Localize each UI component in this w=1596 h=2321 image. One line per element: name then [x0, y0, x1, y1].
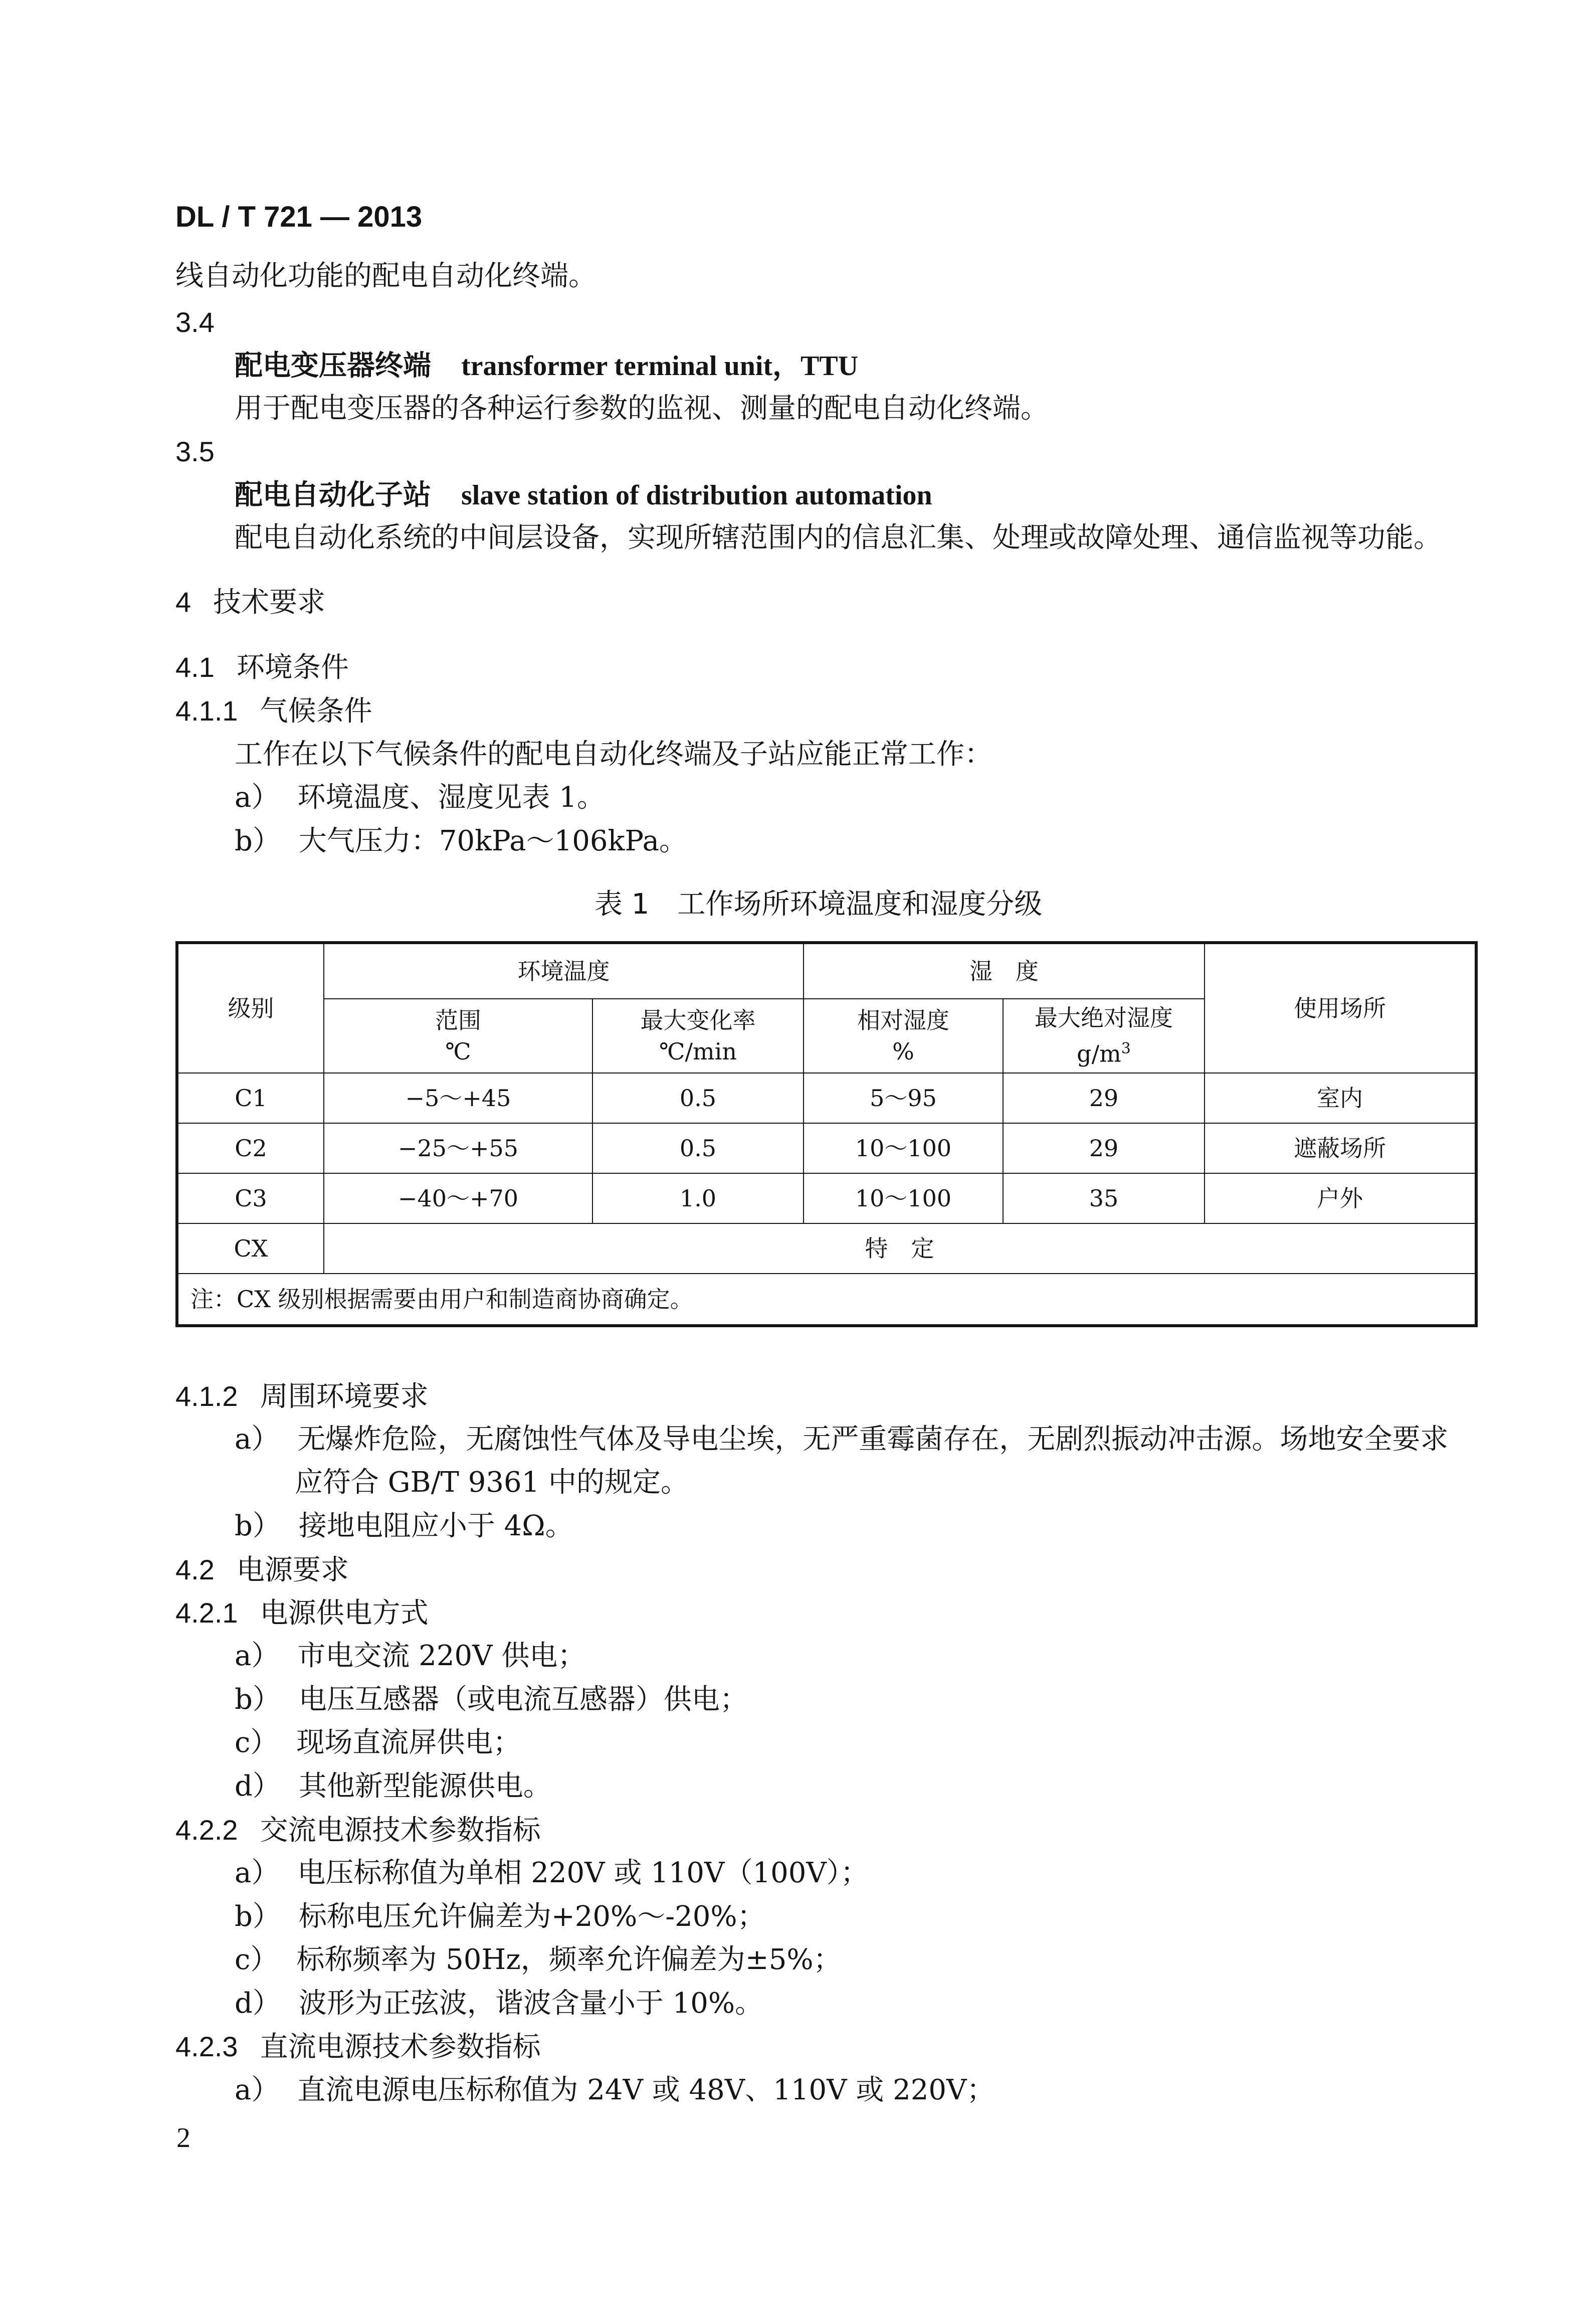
- cell-range: −5～+45: [324, 1073, 592, 1123]
- section-title: 气候条件: [260, 695, 372, 728]
- term-en: transformer terminal unit，TTU: [461, 350, 859, 382]
- list-item: [235, 1510, 573, 1543]
- list-text: 市电交流 220V 供电；: [297, 1640, 586, 1672]
- term-cn: 配电自动化子站: [235, 479, 431, 511]
- header-temperature: 环境温度: [324, 943, 804, 999]
- list-marker: b）: [235, 825, 281, 857]
- list-marker: b）: [235, 1510, 281, 1542]
- section-4-1-2-heading: [175, 1380, 429, 1413]
- section-number: 4.2: [175, 1554, 215, 1585]
- header-range-unit: ℃: [445, 1038, 471, 1065]
- clause-3-4-number: 3.4: [175, 306, 215, 338]
- cell-range: −25～+55: [324, 1123, 592, 1173]
- cell-level: C3: [177, 1173, 324, 1223]
- list-marker: d）: [235, 1770, 281, 1803]
- header-max-rate: [592, 999, 804, 1073]
- section-title: 环境条件: [236, 651, 349, 684]
- header-relative-humidity: [804, 999, 1003, 1073]
- section-4-2-2-heading: [175, 1814, 541, 1847]
- cell-cx-specified: 特 定: [324, 1223, 1476, 1274]
- table-note: 注：CX 级别根据需要由用户和制造商协商确定。: [177, 1274, 1476, 1326]
- clause-3-4-term: [235, 349, 858, 383]
- clause-3-4-definition: 用于配电变压器的各种运行参数的监视、测量的配电自动化终端。: [235, 392, 1049, 425]
- header-rate-unit: ℃/min: [659, 1038, 737, 1065]
- section-number: 4.1: [175, 651, 215, 683]
- header-abs-unit-exponent: 3: [1121, 1040, 1131, 1058]
- section-4-1-heading: [175, 651, 349, 684]
- table-row: [177, 1173, 1476, 1223]
- cell-place: 户外: [1205, 1173, 1476, 1223]
- table-row: [177, 1223, 1476, 1274]
- table-row: [177, 1123, 1476, 1173]
- list-text: 标称电压允许偏差为+20%～-20%；: [298, 1900, 765, 1933]
- section-number: 4.1.2: [175, 1380, 238, 1412]
- list-item: [235, 1640, 585, 1673]
- header-range-label: 范围: [435, 1007, 481, 1034]
- table-caption: 表 1 工作场所环境温度和湿度分级: [594, 888, 1043, 921]
- cell-range: −40～+70: [324, 1173, 592, 1223]
- list-item: [235, 1900, 765, 1933]
- cell-abs-humidity: 29: [1003, 1123, 1205, 1173]
- list-marker: b）: [235, 1900, 281, 1933]
- cell-rel-humidity: 5～95: [804, 1073, 1003, 1123]
- environment-table: [175, 941, 1478, 1327]
- list-text: 其他新型能源供电。: [298, 1770, 551, 1803]
- list-text: 波形为正弦波，谐波含量小于 10%。: [298, 1987, 763, 2020]
- cell-abs-humidity: 35: [1003, 1173, 1205, 1223]
- cell-level: C2: [177, 1123, 324, 1173]
- cell-level: CX: [177, 1223, 324, 1274]
- list-text: 电压互感器（或电流互感器）供电；: [298, 1683, 748, 1716]
- list-marker: a）: [235, 1423, 280, 1456]
- clause-3-5-definition: 配电自动化系统的中间层设备，实现所辖范围内的信息汇集、处理或故障处理、通信监视等功能。: [235, 521, 1442, 554]
- section-number: 4: [175, 586, 191, 618]
- list-text: 标称频率为 50Hz，频率允许偏差为±5%；: [296, 1943, 842, 1976]
- list-item: [235, 1857, 869, 1890]
- section-4-heading: [175, 586, 325, 619]
- term-cn: 配电变压器终端: [235, 349, 431, 382]
- cell-rate: 0.5: [592, 1073, 804, 1123]
- list-text: 环境温度、湿度见表 1。: [297, 781, 605, 814]
- table-row: [177, 1073, 1476, 1123]
- list-text: 大气压力：70kPa～106kPa。: [298, 825, 687, 857]
- list-marker: a）: [235, 781, 280, 814]
- section-title: 技术要求: [213, 586, 326, 619]
- section-number: 4.1.1: [175, 695, 238, 727]
- standard-number: DL / T 721 — 2013: [175, 201, 423, 233]
- section-4-2-3-heading: [175, 2030, 541, 2064]
- section-4-2-heading: [175, 1553, 349, 1587]
- header-rate-label: 最大变化率: [640, 1007, 756, 1034]
- cell-rate: 0.5: [592, 1123, 804, 1173]
- clause-3-5-term: [235, 479, 932, 512]
- list-marker: a）: [235, 1857, 280, 1889]
- list-text: 电压标称值为单相 220V 或 110V（100V）；: [297, 1857, 869, 1889]
- list-marker: c）: [235, 1726, 279, 1759]
- section-number: 4.2.2: [175, 1814, 238, 1846]
- section-4-1-1-intro: 工作在以下气候条件的配电自动化终端及子站应能正常工作：: [235, 738, 992, 771]
- list-text: 现场直流屏供电；: [296, 1726, 521, 1759]
- header-rel-label: 相对湿度: [857, 1007, 949, 1034]
- continuation-text: 线自动化功能的配电自动化终端。: [175, 260, 596, 292]
- cell-place: 室内: [1205, 1073, 1476, 1123]
- cell-rate: 1.0: [592, 1173, 804, 1223]
- header-abs-unit: g/m: [1077, 1040, 1121, 1067]
- section-4-2-1-heading: [175, 1596, 429, 1630]
- cell-level: C1: [177, 1073, 324, 1123]
- list-item: [235, 1770, 551, 1803]
- section-title: 电源供电方式: [260, 1597, 429, 1630]
- section-4-1-1-heading: [175, 694, 372, 728]
- header-humidity: 湿 度: [804, 943, 1205, 999]
- list-marker: a）: [235, 2074, 280, 2106]
- list-marker: b）: [235, 1683, 281, 1716]
- section-title: 交流电源技术参数指标: [260, 1814, 541, 1847]
- header-absolute-humidity: [1003, 999, 1205, 1073]
- list-item: [235, 1987, 763, 2020]
- list-text: 无爆炸危险，无腐蚀性气体及导电尘埃，无严重霉菌存在，无剧烈振动冲击源。场地安全要求: [297, 1423, 1449, 1456]
- list-marker: d）: [235, 1987, 281, 2020]
- cell-rel-humidity: 10～100: [804, 1173, 1003, 1223]
- header-abs-label: 最大绝对湿度: [1035, 1004, 1173, 1032]
- list-item: [235, 1423, 1448, 1456]
- clause-3-5-number: 3.5: [175, 436, 215, 467]
- list-item: [235, 1683, 748, 1716]
- header-usage-place: 使用场所: [1205, 943, 1476, 1073]
- list-item-continuation: 应符合 GB/T 9361 中的规定。: [295, 1466, 689, 1499]
- section-number: 4.2.1: [175, 1597, 238, 1629]
- header-range: [324, 999, 592, 1073]
- cell-abs-humidity: 29: [1003, 1073, 1205, 1123]
- list-text: 接地电阻应小于 4Ω。: [298, 1510, 573, 1542]
- list-marker: a）: [235, 1640, 280, 1672]
- term-en: slave station of distribution automation: [461, 480, 932, 511]
- list-item: [235, 2074, 994, 2107]
- header-rel-unit: %: [892, 1038, 914, 1065]
- list-marker: c）: [235, 1943, 279, 1976]
- header-level: 级别: [177, 943, 324, 1073]
- list-item: [235, 781, 605, 814]
- section-title: 直流电源技术参数指标: [260, 2031, 541, 2063]
- list-text: 直流电源电压标称值为 24V 或 48V、110V 或 220V；: [297, 2074, 995, 2106]
- section-number: 4.2.3: [175, 2031, 238, 2062]
- list-item: [235, 1943, 842, 1977]
- page-number: 2: [176, 2122, 190, 2154]
- list-item: [235, 1726, 521, 1759]
- list-item: [235, 825, 687, 858]
- section-title: 电源要求: [236, 1554, 349, 1586]
- section-title: 周围环境要求: [260, 1380, 429, 1413]
- cell-place: 遮蔽场所: [1205, 1123, 1476, 1173]
- cell-rel-humidity: 10～100: [804, 1123, 1003, 1173]
